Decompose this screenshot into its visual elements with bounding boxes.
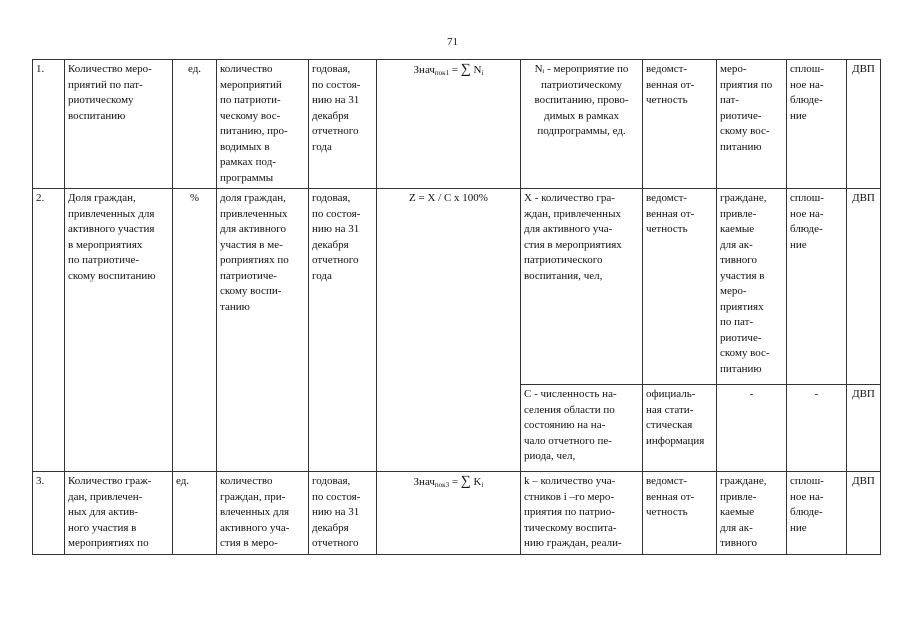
coverage-cell: сплош- ное на- блюде- ние <box>787 60 847 189</box>
object-cell: граждане, привле- каемые для ак- тивного участия в меро- приятиях по пат- риотиче- скому вос- питанию <box>717 189 787 385</box>
definition-cell: количество мероприятий по патриоти- ческому вос- питанию, про- водимых в рамках под- программы <box>217 60 309 189</box>
definition-cell: доля граждан, привлеченных для активного участия в ме- роприятиях по патриотиче- скому воспи- танию <box>217 189 309 472</box>
indicator-table <box>32 59 881 555</box>
indicator-name: Количество граж- дан, привлечен- ных для актив- ного участия в мероприятиях по <box>65 472 173 555</box>
responsible-cell: ДВП <box>847 472 881 555</box>
basic-indicator-cell: X - количество гра- ждан, привлеченных для активного уча- стия в мероприятиях патриотического воспитания, чел, <box>521 189 643 385</box>
period-cell: годовая, по состоя- нию на 31 декабря отчетного года <box>309 189 377 472</box>
object-cell: - <box>717 385 787 472</box>
formula-cell: Знач$_{пок3}$ = ∑ $K_i$ <box>377 472 521 555</box>
basic-indicator-cell: С - численность на- селения области по состоянию на на- чало отчетного пе- риода, чел, <box>521 385 643 472</box>
definition-cell: количество граждан, при- влеченных для активного уча- стия в меро- <box>217 472 309 555</box>
table-row <box>33 60 881 189</box>
row-number: 3. <box>33 472 65 555</box>
coverage-cell: сплош- ное на- блюде- ние <box>787 472 847 555</box>
responsible-cell: ДВП <box>847 189 881 385</box>
page-number: 71 <box>447 36 458 48</box>
indicator-name: Количество меро- приятий по пат- риотическому воспитанию <box>65 60 173 189</box>
period-cell: годовая, по состоя- нию на 31 декабря отчетного года <box>309 60 377 189</box>
method-cell: ведомст- венная от- четность <box>643 472 717 555</box>
responsible-cell: ДВП <box>847 385 881 472</box>
method-cell: официаль- ная стати- стическая информация <box>643 385 717 472</box>
basic-indicator-cell: k – количество уча- стников i –го меро- приятия по патрио- тическому воспита- нию граждан, реали- <box>521 472 643 555</box>
unit-cell: ед. <box>173 472 217 555</box>
formula-cell: Знач$_{пок1}$ = ∑ $N_i$ <box>377 60 521 189</box>
indicator-name: Доля граждан, привлеченных для активного участия в мероприятиях по патриотиче- скому воспитанию <box>65 189 173 472</box>
row-number: 2. <box>33 189 65 472</box>
method-cell: ведомст- венная от- четность <box>643 189 717 385</box>
method-cell: ведомст- венная от- четность <box>643 60 717 189</box>
object-cell: граждане, привле- каемые для ак- тивного <box>717 472 787 555</box>
coverage-cell: - <box>787 385 847 472</box>
table-row <box>33 472 881 555</box>
object-cell: меро- приятия по пат- риотиче- скому вос- питанию <box>717 60 787 189</box>
table-row <box>33 189 881 385</box>
row-number: 1. <box>33 60 65 189</box>
period-cell: годовая, по состоя- нию на 31 декабря отчетного <box>309 472 377 555</box>
formula-cell: Z = X / C x 100% <box>377 189 521 472</box>
unit-cell: ед. <box>173 60 217 189</box>
basic-indicator-cell: Nᵢ - мероприятие по патриотическому воспитанию, прово- димых в рамках подпрограммы, ед. <box>521 60 643 189</box>
unit-cell: % <box>173 189 217 472</box>
responsible-cell: ДВП <box>847 60 881 189</box>
coverage-cell: сплош- ное на- блюде- ние <box>787 189 847 385</box>
